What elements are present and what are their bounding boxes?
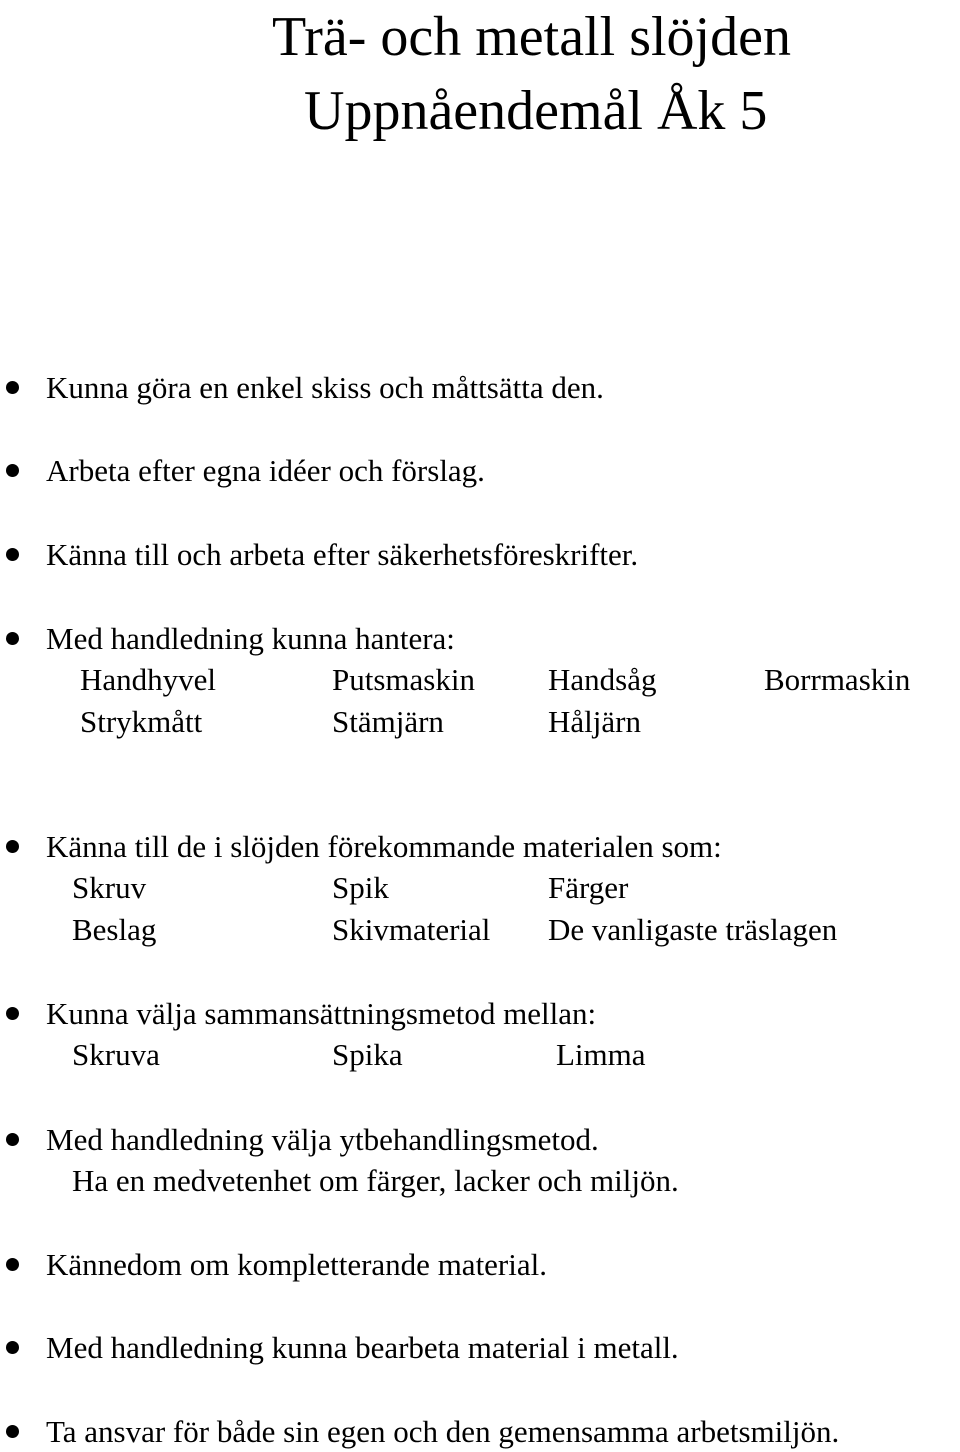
tool-item: Putsmaskin [332, 662, 475, 697]
material-item: Beslag [72, 912, 157, 947]
method-item: Skruva [72, 1037, 160, 1072]
list-item-subtext: Ha en medvetenhet om färger, lacker och miljön. [72, 1163, 679, 1198]
list-item: Kunna välja sammansättningsmetod mellan: [46, 996, 597, 1031]
method-item: Spika [332, 1037, 403, 1072]
list-item: Känna till de i slöjden förekommande materialen som: [46, 829, 722, 864]
tool-item: Borrmaskin [764, 662, 911, 697]
title-line-2: Uppnåendemål Åk 5 [304, 80, 768, 142]
bullet-icon [6, 548, 19, 561]
list-item: Kännedom om kompletterande material. [46, 1247, 547, 1282]
list-item: Arbeta efter egna idéer och förslag. [46, 453, 485, 488]
tool-item: Håljärn [548, 704, 641, 739]
bullet-icon [6, 464, 19, 477]
title-line-1: Trä- och metall slöjden [272, 6, 791, 68]
list-item: Med handledning kunna hantera: [46, 621, 455, 656]
bullet-icon [6, 1341, 19, 1354]
bullet-icon [6, 381, 19, 394]
tool-item: Strykmått [80, 704, 203, 739]
material-item: Skivmaterial [332, 912, 491, 947]
bullet-icon [6, 1133, 19, 1146]
material-item: Färger [548, 870, 629, 905]
tool-item: Stämjärn [332, 704, 444, 739]
bullet-icon [6, 1258, 19, 1271]
method-item: Limma [556, 1037, 646, 1072]
material-item: Skruv [72, 870, 147, 905]
tool-item: Handhyvel [80, 662, 217, 697]
bullet-icon [6, 1425, 19, 1438]
list-item: Känna till och arbeta efter säkerhetsföreskrifter. [46, 537, 639, 572]
list-item: Med handledning välja ytbehandlingsmetod. [46, 1122, 599, 1157]
bullet-icon [6, 1007, 19, 1020]
tool-item: Handsåg [548, 662, 657, 697]
list-item: Med handledning kunna bearbeta material i metall. [46, 1330, 679, 1365]
list-item: Ta ansvar för både sin egen och den gemensamma arbetsmiljön. [46, 1414, 840, 1449]
list-item: Kunna göra en enkel skiss och måttsätta den. [46, 370, 604, 405]
bullet-icon [6, 840, 19, 853]
material-item: De vanligaste träslagen [548, 912, 838, 947]
material-item: Spik [332, 870, 389, 905]
bullet-icon [6, 632, 19, 645]
